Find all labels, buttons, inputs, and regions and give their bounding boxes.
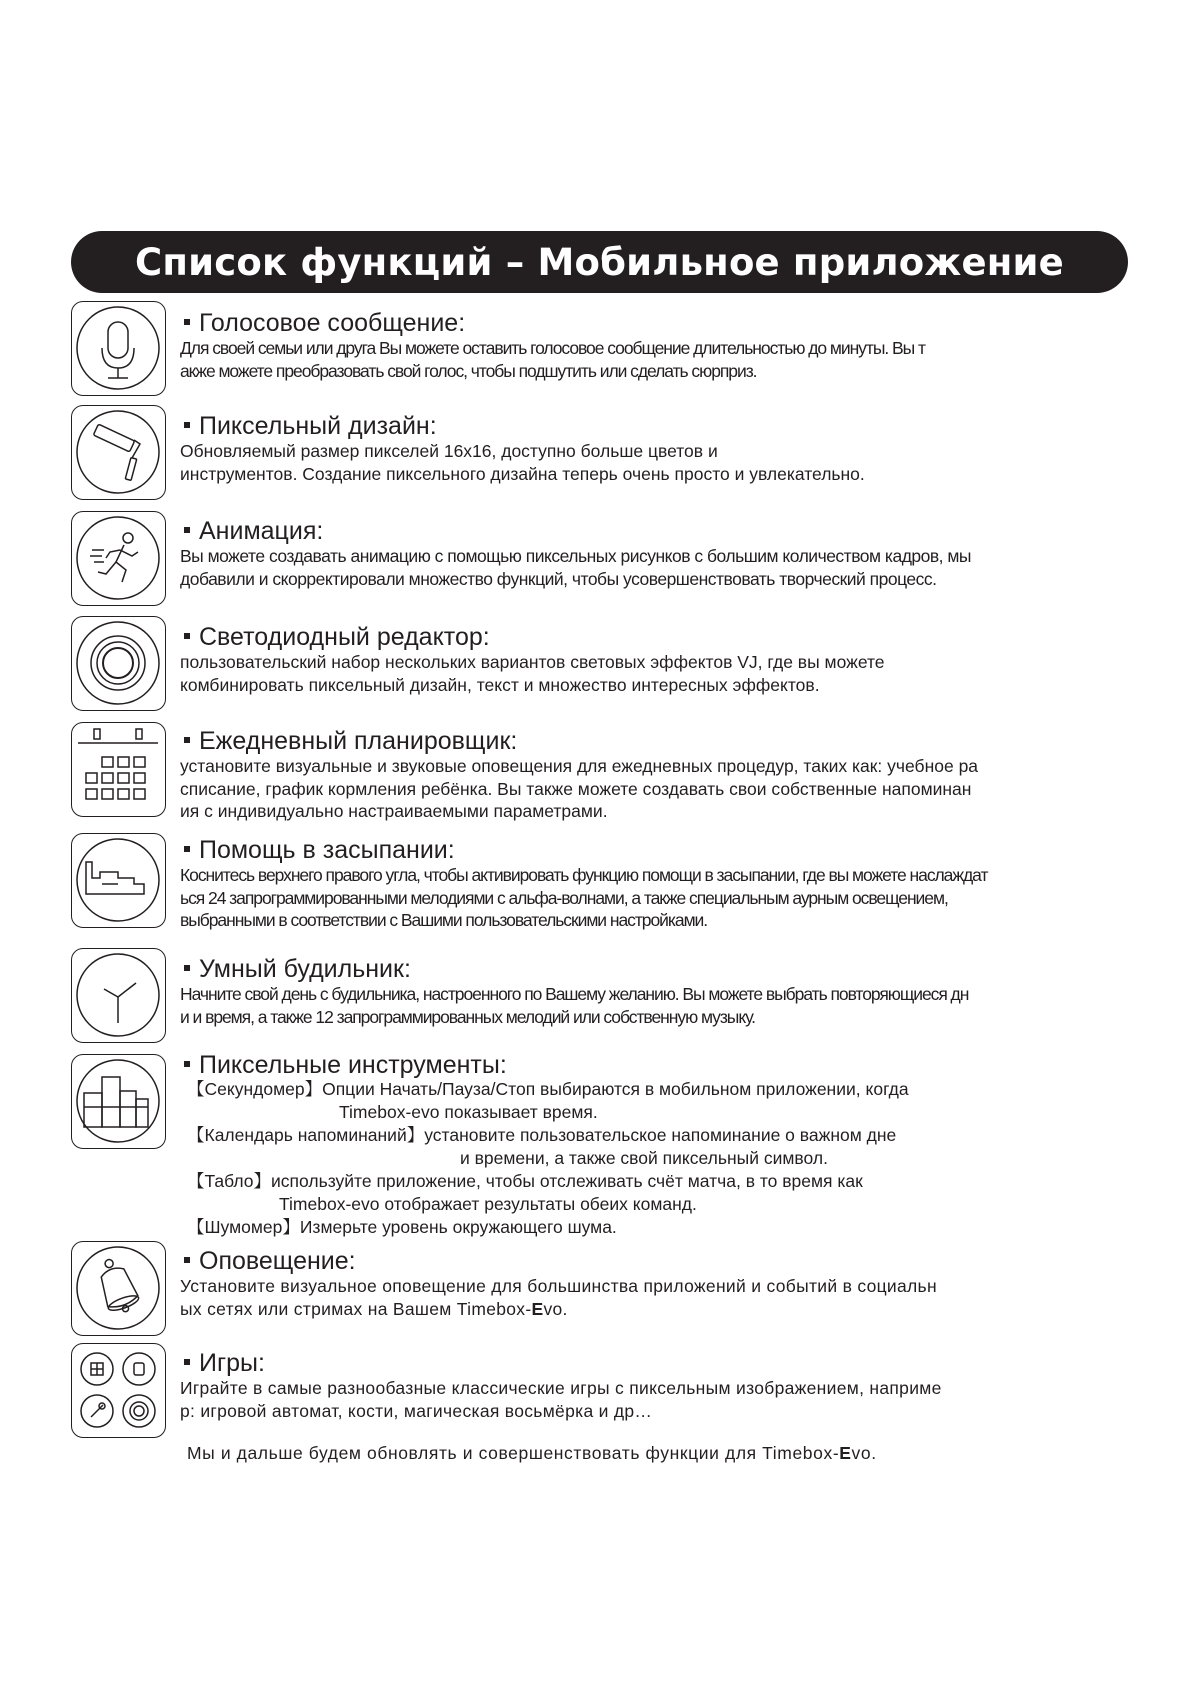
feature-notification <box>180 1248 1130 1320</box>
tool-stopwatch-line: 【Секундомер】Опции Начать/Пауза/Стоп выбираются в мобильном приложении, когда <box>187 1079 909 1099</box>
feature-animation <box>180 518 1130 590</box>
page-title: Список функций – Мобильное приложение <box>135 240 1064 284</box>
tool-reminder-line: 【Календарь напоминаний】установите пользовательское напоминание о важном дне <box>187 1125 897 1145</box>
feature-title: Светодиодный редактор: <box>199 623 490 651</box>
feature-title: Пиксельный дизайн: <box>199 412 437 440</box>
tool-reminder-line: и времени, а также свой пиксельный символ. <box>460 1148 828 1168</box>
feature-sleep-aid <box>180 837 1130 932</box>
feature-text-line: ься 24 запрограммированными мелодиями с альфа-волнами, а также специальным аурным освещением, <box>180 887 948 908</box>
running-man-icon <box>71 511 166 606</box>
feature-title: Игры: <box>199 1349 265 1377</box>
feature-text-line: ых сетях или стримах на Вашем Timebox-Evo. <box>180 1298 568 1319</box>
feature-text-line: ия с индивидуально настраиваемыми параметрами. <box>180 801 608 821</box>
feature-smart-alarm <box>180 956 1130 1028</box>
feature-text-line: выбранными в соответствии с Вашими пользовательскими настройками. <box>180 910 708 930</box>
calendar-icon <box>71 722 166 817</box>
feature-title: Ежедневный планировщик: <box>199 727 518 755</box>
feature-led-editor <box>180 624 1130 696</box>
clock-icon <box>71 948 166 1043</box>
feature-title: Голосовое сообщение: <box>199 309 466 337</box>
feature-text-line: пользовательский набор нескольких вариантов световых эффектов VJ, где вы можете <box>180 652 885 672</box>
feature-text-line: добавили и скорректировали множество функций, чтобы усовершенствовать творческий процесс. <box>180 568 937 589</box>
feature-title: Пиксельные инструменты: <box>199 1051 507 1079</box>
feature-text-line: Начните свой день с будильника, настроенного по Вашему желанию. Вы можете выбрать повторяющиеся дн <box>180 984 969 1004</box>
feature-text-line: Установите визуальное оповещение для большинства приложений и событий в социальн <box>180 1276 937 1296</box>
feature-title: Умный будильник: <box>199 955 411 983</box>
tool-scoreboard-line: 【Табло】используйте приложение, чтобы отслеживать счёт матча, в то время как <box>187 1171 863 1191</box>
feature-text-line: Играйте в самые разнообазные классические игры с пиксельным изображением, наприме <box>180 1378 942 1398</box>
concentric-circles-icon <box>71 616 166 711</box>
microphone-icon <box>71 301 166 396</box>
feature-text-line: списание, график кормления ребёнка. Вы также можете создавать свои собственные напоминан <box>180 778 972 799</box>
feature-text-line: акже можете преобразовать свой голос, чтобы подшутить или сделать сюрприз. <box>180 360 757 381</box>
feature-text-line: установите визуальные и звуковые оповещения для ежедневных процедур, таких как: учебное ра <box>180 756 979 776</box>
title-banner <box>71 231 1128 293</box>
feature-text-line: р: игровой автомат, кости, магическая восьмёрка и др… <box>180 1400 653 1421</box>
feature-text-line: и и время, а также 12 запрограммированных мелодий или собственную музыку. <box>180 1006 755 1027</box>
feature-text-line: Для своей семьи или друга Вы можете оставить голосовое сообщение длительностью до минуты. Вы т <box>180 338 925 358</box>
feature-daily-planner <box>180 728 1130 823</box>
paint-roller-icon <box>71 405 166 500</box>
feature-title: Помощь в засыпании: <box>199 836 455 864</box>
feature-text-line: комбинировать пиксельный дизайн, текст и множество интересных эффектов. <box>180 674 820 695</box>
footer-note: Мы и дальше будем обновлять и совершенствовать функции для Timebox-Evo. <box>187 1443 877 1463</box>
feature-pixel-design <box>180 413 1130 485</box>
bed-icon <box>71 833 166 928</box>
bell-icon <box>71 1241 166 1336</box>
feature-title: Оповещение: <box>199 1247 356 1275</box>
pixel-tools-icon <box>71 1054 166 1149</box>
feature-text-line: Коснитесь верхнего правого угла, чтобы активировать функцию помощи в засыпании, где вы можете наслаждат <box>180 865 988 885</box>
games-icon <box>71 1343 166 1438</box>
feature-title: Анимация: <box>199 517 324 545</box>
feature-games <box>180 1350 1130 1422</box>
tool-noise-meter-line: 【Шумомер】Измерьте уровень окружающего шума. <box>187 1217 617 1237</box>
feature-text-line: Обновляемый размер пикселей 16x16, доступно больше цветов и <box>180 441 718 461</box>
tool-scoreboard-line: Timebox-evo отображает результаты обеих команд. <box>279 1194 697 1214</box>
feature-voice-message <box>180 310 1130 382</box>
feature-text-line: Вы можете создавать анимацию с помощью пиксельных рисунков с большим количеством кадров, мы <box>180 546 972 566</box>
feature-pixel-tools <box>180 1052 1130 1079</box>
feature-text-line: инструментов. Создание пиксельного дизайна теперь очень просто и увлекательно. <box>180 463 865 484</box>
tool-stopwatch-line: Timebox-evo показывает время. <box>339 1102 598 1122</box>
